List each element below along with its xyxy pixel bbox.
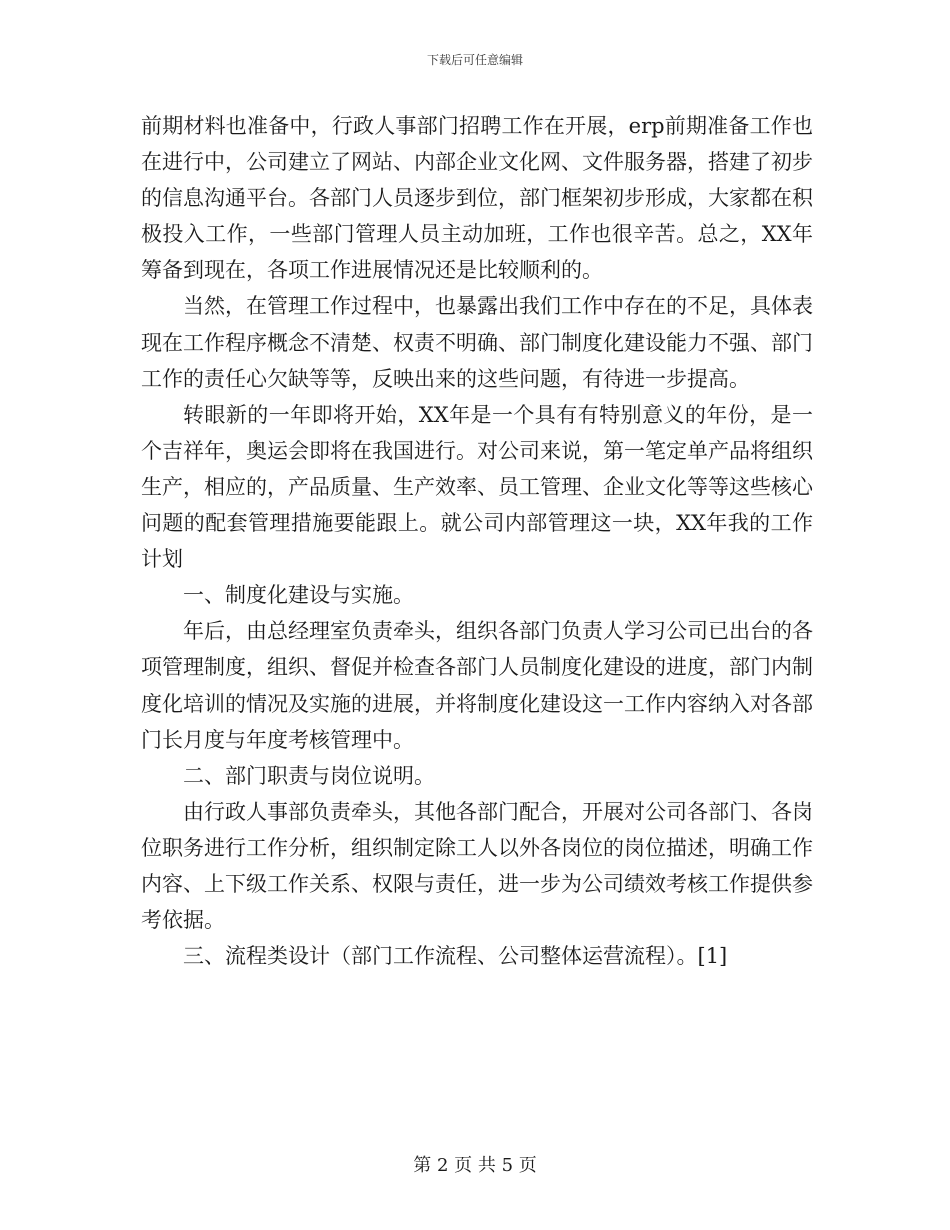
paragraph-job-descriptions: 由行政人事部负责牵头，其他各部门配合，开展对公司各部门、各岗位职务进行工作分析，组织制定除工人以外各岗位的岗位描述，明确工作内容、上下级工作关系、权限与责任，进一步为公司绩效考核工作提供参考依据。 <box>141 799 813 933</box>
page-header: 下载后可任意编辑 <box>426 53 523 67</box>
paragraph-institutionalization: 年后，由总经理室负责牵头，组织各部门负责人学习公司已出台的各项管理制度，组织、督促并检查各部门人员制度化建设的进度，部门内制度化培训的情况及实施的进展，并将制度化建设这一工作内容纳入对各部门长月度与年度考核管理中。 <box>141 619 813 752</box>
section-heading-process-design: 三、流程类设计（部门工作流程、公司整体运营流程）。[1] <box>183 944 728 969</box>
section-heading-job-descriptions: 二、部门职责与岗位说明。 <box>183 763 435 788</box>
paragraph-shortcomings: 当然，在管理工作过程中，也暴露出我们工作中存在的不足，具体表现在工作程序概念不清楚、权责不明确、部门制度化建设能力不强、部门工作的责任心欠缺等等，反映出来的这些问题，有待进一步提高。 <box>141 294 813 391</box>
page-number-footer: 第 2 页 共 5 页 <box>413 1155 537 1176</box>
paragraph-new-year-plan: 转眼新的一年即将开始，XX年是一个具有有特别意义的年份，是一个吉祥年，奥运会即将在我国进行。对公司来说，第一笔定单产品将组织生产，相应的，产品质量、生产效率、员工管理、企业文化等等这些核心问题的配套管理措施要能跟上。就公司内部管理这一块，XX年我的工作计划 <box>141 402 813 572</box>
document-body <box>141 108 813 974</box>
section-heading-institutionalization: 一、制度化建设与实施。 <box>183 583 414 608</box>
paragraph-progress-summary: 前期材料也准备中，行政人事部门招聘工作在开展，erp前期准备工作也在进行中，公司建立了网站、内部企业文化网、文件服务器，搭建了初步的信息沟通平台。各部门人员逐步到位，部门框架初步形成，大家都在积极投入工作，一些部门管理人员主动加班，工作也很辛苦。总之，XX年筹备到现在，各项工作进展情况还是比较顺利的。 <box>141 114 813 283</box>
